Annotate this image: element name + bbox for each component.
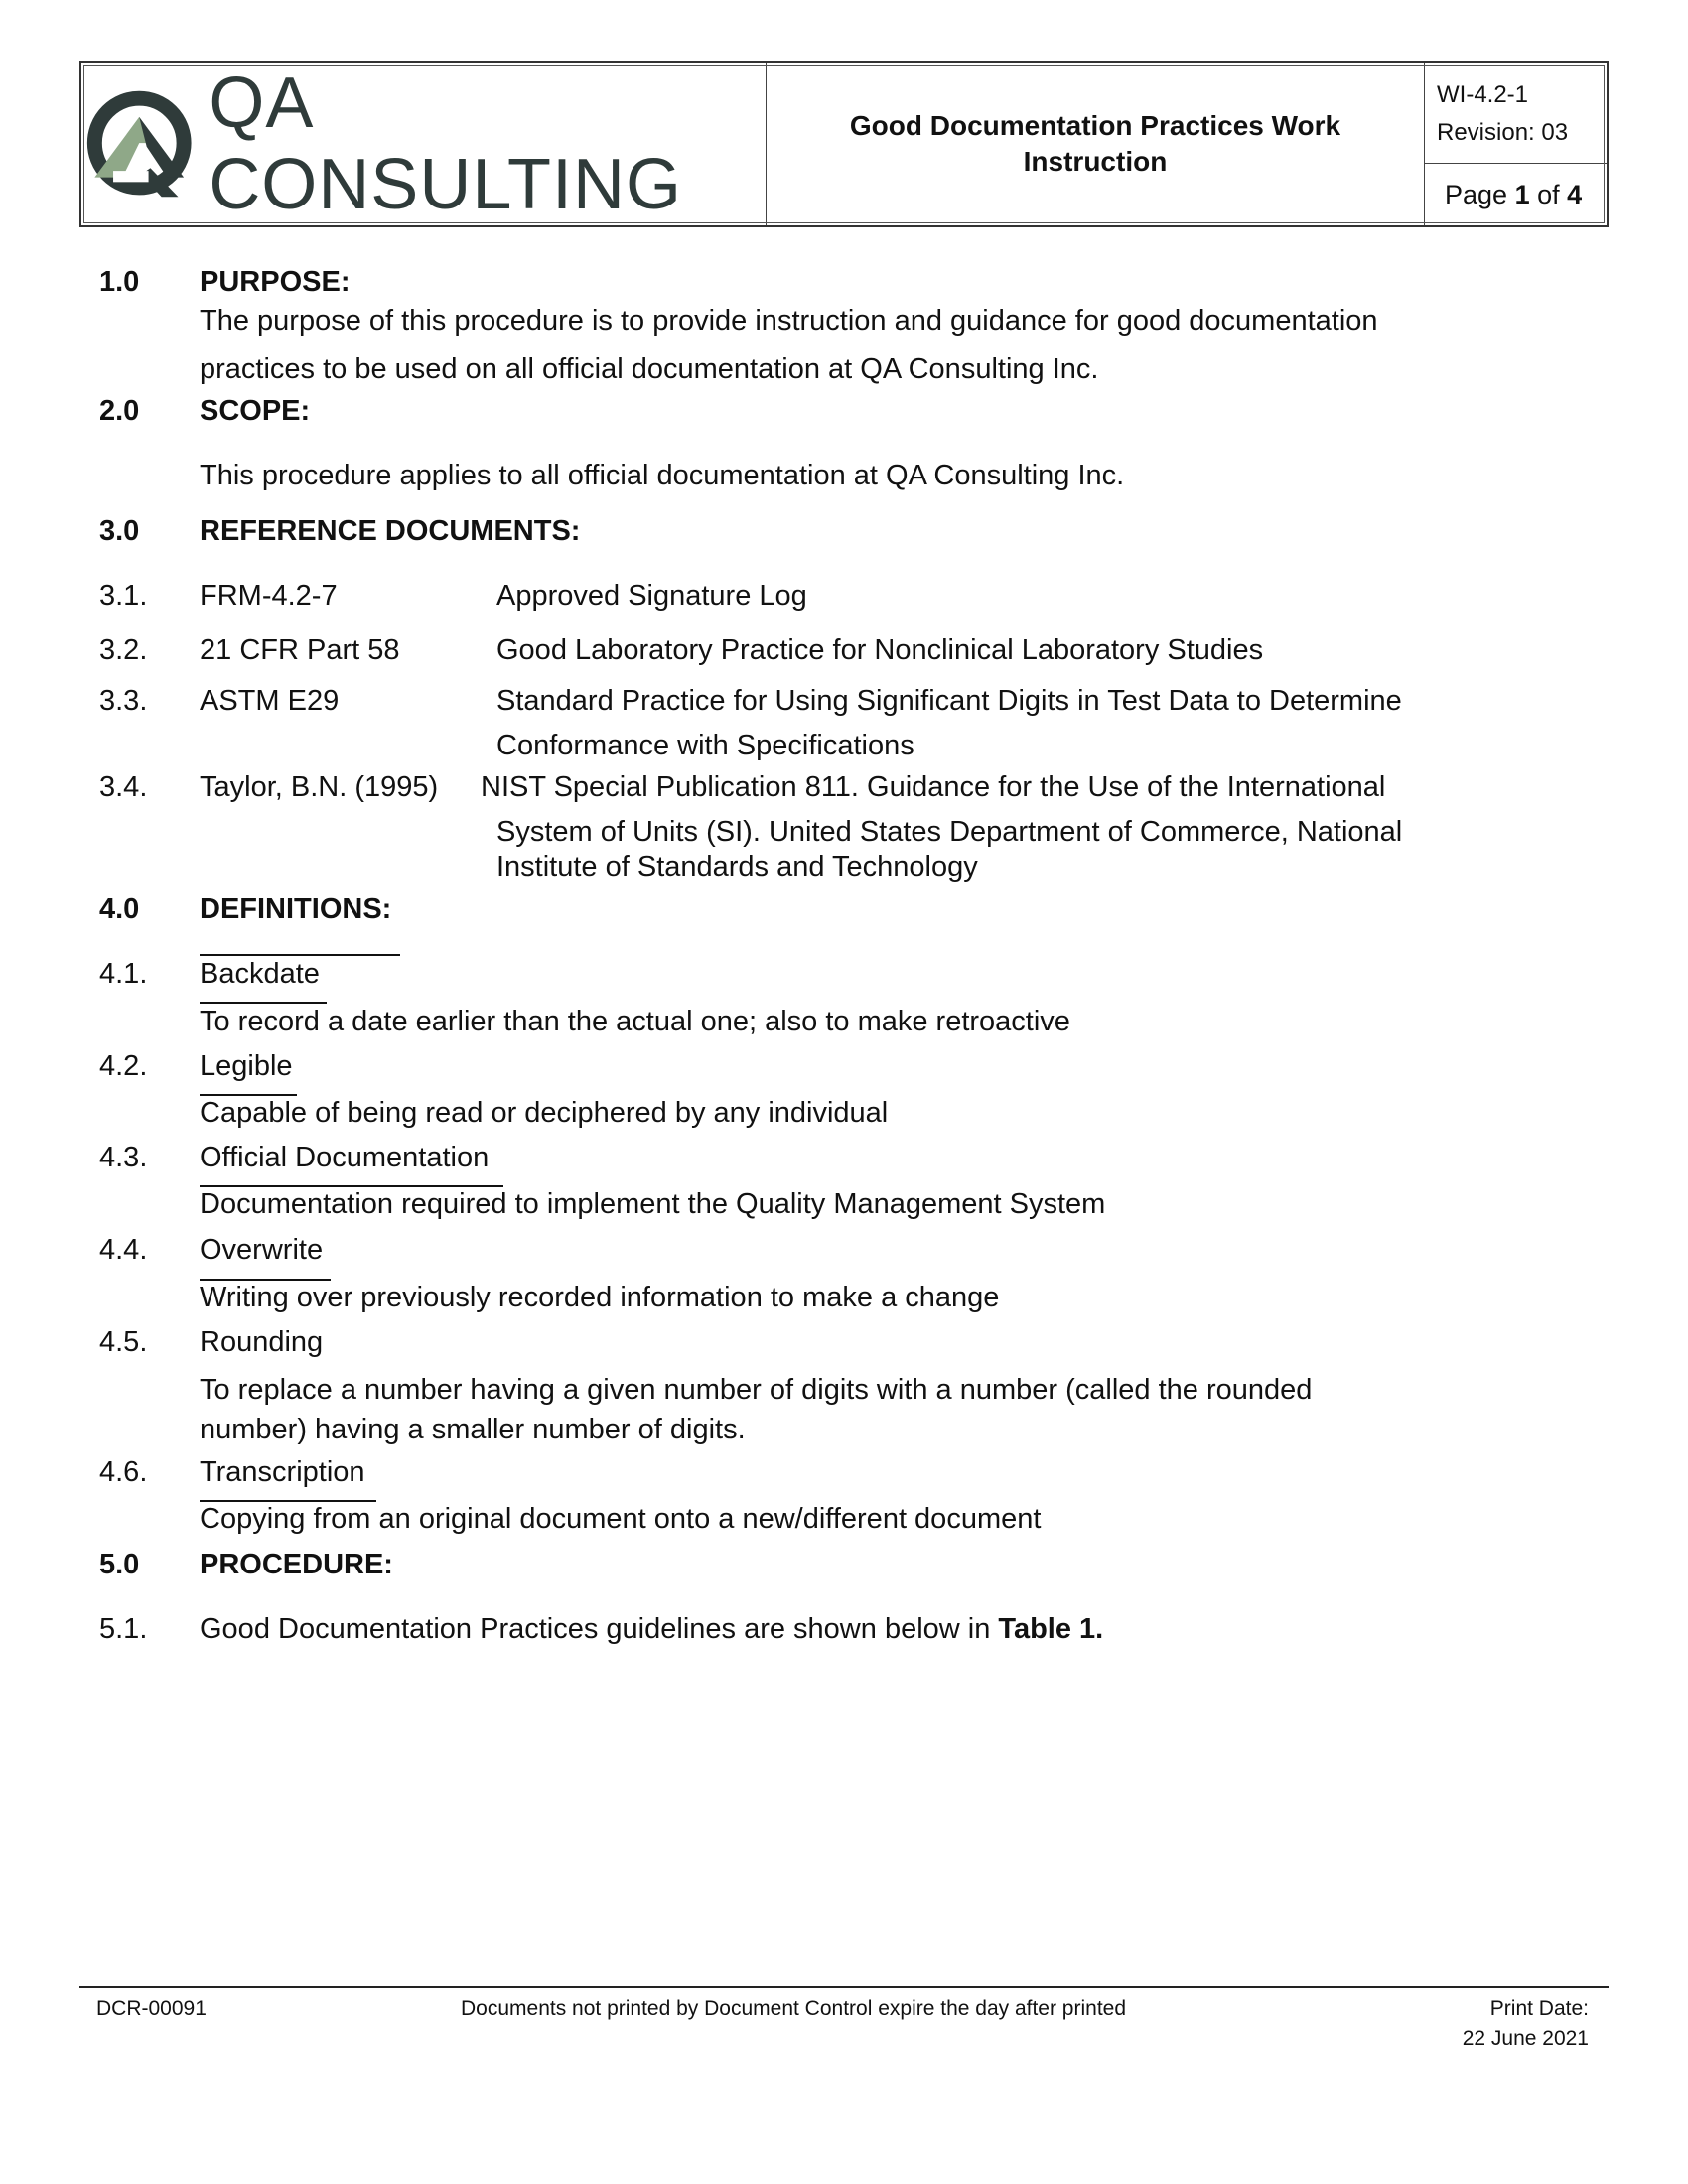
reference-title: Conformance with Specifications [496, 730, 914, 761]
underline [200, 1500, 376, 1502]
reference-code: FRM-4.2-7 [200, 580, 338, 612]
definition-text: Capable of being read or deciphered by any individual [200, 1097, 889, 1129]
definition-term: Rounding [200, 1326, 324, 1358]
section-number: 1.0 [99, 266, 140, 298]
page-indicator [1425, 164, 1607, 225]
reference-title: Standard Practice for Using Significant Digits in Test Data to Determine [496, 685, 1402, 717]
definition-term: Overwrite [200, 1234, 324, 1266]
purpose-text: practices to be used on all official documentation at QA Consulting Inc. [200, 353, 1099, 385]
section-number: 5.0 [99, 1549, 140, 1580]
page-current: 1 [1514, 179, 1530, 209]
definition-text: To record a date earlier than the actual one; also to make retroactive [200, 1006, 1070, 1037]
definition-text: Documentation required to implement the Quality Management System [200, 1188, 1106, 1220]
reference-number: 3.4. [99, 771, 148, 803]
section-heading-procedure: PROCEDURE: [200, 1549, 393, 1580]
footer-print-label: Print Date: [1489, 1997, 1589, 2020]
reference-number: 3.3. [99, 685, 148, 717]
section-heading-purpose: PURPOSE: [200, 266, 351, 298]
section-heading-definitions: DEFINITIONS: [200, 893, 392, 925]
reference-title: NIST Special Publication 811. Guidance for the Use of the International [481, 771, 1386, 803]
underline [200, 1185, 503, 1187]
underline [200, 1279, 331, 1281]
reference-number: 3.1. [99, 580, 148, 612]
reference-code: 21 CFR Part 58 [200, 634, 400, 666]
doc-id-revision [1425, 63, 1607, 164]
company-name: QA CONSULTING [209, 64, 683, 224]
footer-print-date: 22 June 2021 [1462, 2027, 1589, 2050]
procedure-item-text [200, 1613, 1103, 1646]
company-logo-icon [85, 85, 195, 203]
definition-term: Legible [200, 1050, 293, 1082]
procedure-text: Good Documentation Practices guidelines are shown below in [200, 1613, 999, 1645]
logo-cell [81, 63, 767, 225]
definition-term: Backdate [200, 958, 320, 990]
underline [200, 1094, 297, 1096]
definition-number: 4.3. [99, 1142, 148, 1173]
section-number: 3.0 [99, 515, 140, 547]
definition-number: 4.4. [99, 1234, 148, 1266]
definition-number: 4.2. [99, 1050, 148, 1082]
section-heading-references: REFERENCE DOCUMENTS: [200, 515, 581, 547]
underline [200, 954, 400, 956]
doc-id: WI-4.2-1 [1437, 81, 1529, 108]
procedure-item-number: 5.1. [99, 1613, 148, 1645]
document-header [79, 61, 1609, 227]
underline [200, 1002, 327, 1004]
footer-divider [79, 1986, 1609, 1988]
definition-term: Official Documentation [200, 1142, 490, 1173]
document-meta [1425, 63, 1607, 225]
reference-title: System of Units (SI). United States Department of Commerce, National [496, 816, 1403, 848]
definition-text: number) having a smaller number of digits. [200, 1414, 746, 1445]
reference-code: ASTM E29 [200, 685, 340, 717]
revision: Revision: 03 [1437, 119, 1569, 146]
definition-text: To replace a number having a given number of digits with a number (called the rounded [200, 1374, 1313, 1406]
table-reference: Table 1. [998, 1613, 1104, 1645]
footer-notice: Documents not printed by Document Control expire the day after printed [461, 1997, 1127, 2020]
page-word: Page [1445, 179, 1508, 209]
footer-dcr: DCR-00091 [96, 1997, 207, 2020]
reference-title: Approved Signature Log [496, 580, 807, 612]
section-number: 2.0 [99, 395, 140, 427]
reference-title: Good Laboratory Practice for Nonclinical Laboratory Studies [496, 634, 1264, 666]
document-title: Good Documentation Practices Work Instruction [767, 63, 1425, 225]
page-total: 4 [1567, 179, 1583, 209]
definition-number: 4.6. [99, 1456, 148, 1488]
section-number: 4.0 [99, 893, 140, 925]
definition-text: Writing over previously recorded information to make a change [200, 1282, 1000, 1313]
page-of: of [1537, 179, 1560, 209]
reference-number: 3.2. [99, 634, 148, 666]
reference-code: Taylor, B.N. (1995) [200, 771, 439, 803]
purpose-text: The purpose of this procedure is to provide instruction and guidance for good documentation [200, 305, 1378, 337]
definition-number: 4.5. [99, 1326, 148, 1358]
definition-number: 4.1. [99, 958, 148, 990]
section-heading-scope: SCOPE: [200, 395, 311, 427]
scope-text: This procedure applies to all official documentation at QA Consulting Inc. [200, 460, 1125, 491]
reference-title: Institute of Standards and Technology [496, 851, 978, 883]
definition-term: Transcription [200, 1456, 365, 1488]
definition-text: Copying from an original document onto a new/different document [200, 1503, 1042, 1535]
